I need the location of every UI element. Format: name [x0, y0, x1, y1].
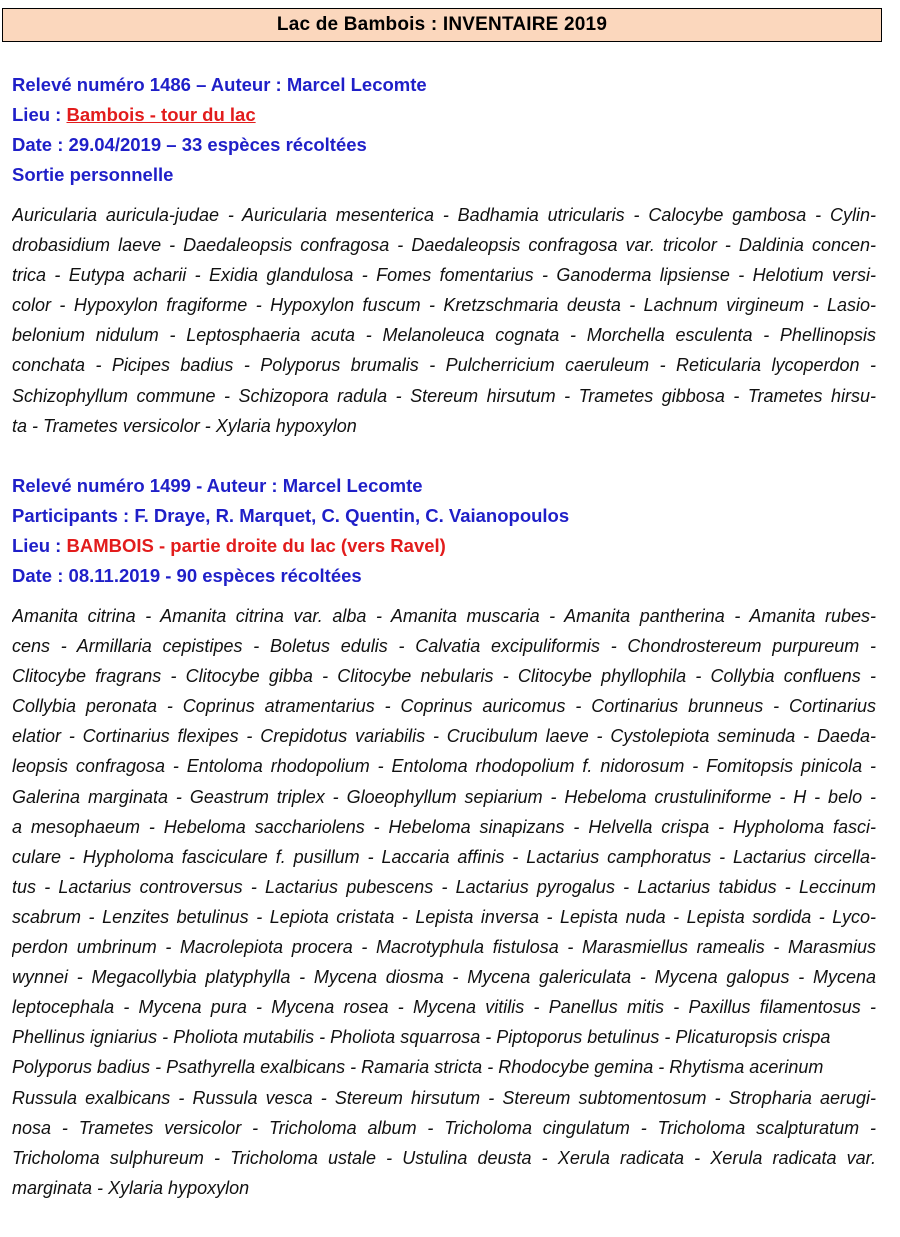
- releve-heading: Relevé numéro 1486 – Auteur : Marcel Lecomte: [12, 74, 427, 95]
- lieu-value: BAMBOIS - partie droite du lac (vers Ravel): [66, 535, 446, 556]
- species-line: cens - Armillaria cepistipes - Boletus edulis - Calvatia excipuliformis - Chondrostereum purpureum -: [12, 636, 876, 657]
- species-line: Phellinus igniarius - Pholiota mutabilis - Pholiota squarrosa - Piptoporus betulinus - Plicaturopsis crispa: [12, 1027, 831, 1048]
- releve-heading: Relevé numéro 1499 - Auteur : Marcel Lecomte: [12, 475, 423, 496]
- species-line: Clitocybe fragrans - Clitocybe gibba - Clitocybe nebularis - Clitocybe phyllophila - Collybia confluens -: [12, 666, 876, 687]
- species-line: Amanita citrina - Amanita citrina var. alba - Amanita muscaria - Amanita pantherina - Amanita rubes-: [12, 606, 876, 626]
- lieu-label: Lieu :: [12, 104, 67, 125]
- species-line: leptocephala - Mycena pura - Mycena rosea - Mycena vitilis - Panellus mitis - Paxillus filamentosus -: [12, 997, 876, 1018]
- species-line: drobasidium laeve - Daedaleopsis confragosa - Daedaleopsis confragosa var. tricolor - Daldinia concen-: [12, 235, 876, 256]
- species-line: Russula exalbicans - Russula vesca - Stereum hirsutum - Stereum subtomentosum - Stropharia aerugi-: [12, 1087, 876, 1108]
- lieu-link[interactable]: Bambois - tour du lac: [66, 104, 256, 125]
- date-line: Date : 29.04/2019 – 33 espèces récoltées: [12, 134, 367, 155]
- species-line: Galerina marginata - Geastrum triplex - Gloeophyllum sepiarium - Hebeloma crustuliniforme - H - belo -: [12, 786, 876, 807]
- species-line: belonium nidulum - Leptosphaeria acuta - Melanoleuca cognata - Morchella esculenta - Phellinopsis: [12, 325, 876, 346]
- lieu-label: Lieu :: [12, 535, 67, 556]
- participants-line: Participants : F. Draye, R. Marquet, C. Quentin, C. Vaianopoulos: [12, 505, 570, 526]
- releve-1499: [12, 471, 876, 1203]
- species-line: scabrum - Lenzites betulinus - Lepiota cristata - Lepista inversa - Lepista nuda - Lepista sordida - Lyco-: [12, 906, 876, 927]
- species-line: nosa - Trametes versicolor - Tricholoma album - Tricholoma cingulatum - Tricholoma scalpturatum -: [12, 1117, 876, 1138]
- species-line: marginata - Xylaria hypoxylon: [12, 1177, 250, 1198]
- species-line: Polyporus badius - Psathyrella exalbicans - Ramaria stricta - Rhodocybe gemina - Rhytisma acerinum: [12, 1057, 824, 1078]
- species-line: ta - Trametes versicolor - Xylaria hypoxylon: [12, 415, 357, 436]
- species-line: a mesophaeum - Hebeloma sacchariolens - Hebeloma sinapizans - Helvella crispa - Hypholoma fasci-: [12, 816, 876, 837]
- species-line: culare - Hypholoma fasciculare f. pusillum - Laccaria affinis - Lactarius camphoratus - Lactarius circella-: [12, 846, 876, 867]
- title-bar: [2, 8, 882, 42]
- page-title: Lac de Bambois : INVENTAIRE 2019: [276, 14, 608, 35]
- species-list: [12, 601, 876, 1203]
- species-line: color - Hypoxylon fragiforme - Hypoxylon fuscum - Kretzschmaria deusta - Lachnum virgineum - Lasio-: [12, 295, 876, 316]
- species-line: Auricularia auricula-judae - Auricularia mesenterica - Badhamia utricularis - Calocybe gambosa - Cylin-: [12, 205, 876, 225]
- species-line: leopsis confragosa - Entoloma rhodopolium - Entoloma rhodopolium f. nidorosum - Fomitopsis pinicola -: [12, 756, 876, 777]
- species-line: perdon umbrinum - Macrolepiota procera - Macrotyphula fistulosa - Marasmiellus ramealis - Marasmius: [12, 937, 876, 958]
- species-list: [12, 200, 876, 441]
- species-line: Tricholoma sulphureum - Tricholoma ustale - Ustulina deusta - Xerula radicata - Xerula radicata var.: [12, 1147, 876, 1168]
- species-line: trica - Eutypa acharii - Exidia glandulosa - Fomes fomentarius - Ganoderma lipsiense - Helotium versi-: [12, 265, 876, 286]
- species-line: tus - Lactarius controversus - Lactarius pubescens - Lactarius pyrogalus - Lactarius tabidus - Leccinum: [12, 876, 876, 897]
- species-line: Schizophyllum commune - Schizopora radula - Stereum hirsutum - Trametes gibbosa - Trametes hirsu-: [12, 385, 876, 406]
- species-line: wynnei - Megacollybia platyphylla - Mycena diosma - Mycena galericulata - Mycena galopus - Mycena: [12, 967, 876, 988]
- species-line: elatior - Cortinarius flexipes - Crepidotus variabilis - Crucibulum laeve - Cystolepiota seminuda - Daeda-: [12, 726, 876, 747]
- releve-1486: [12, 70, 876, 441]
- lieu-line: [12, 531, 876, 561]
- species-line: Collybia peronata - Coprinus atramentarius - Coprinus auricomus - Cortinarius brunneus - Cortinarius: [12, 696, 876, 717]
- note-line: Sortie personnelle: [12, 164, 174, 185]
- date-line: Date : 08.11.2019 - 90 espèces récoltées: [12, 565, 362, 586]
- lieu-line: [12, 100, 876, 130]
- species-line: conchata - Picipes badius - Polyporus brumalis - Pulcherricium caeruleum - Reticularia lycoperdon -: [12, 355, 876, 376]
